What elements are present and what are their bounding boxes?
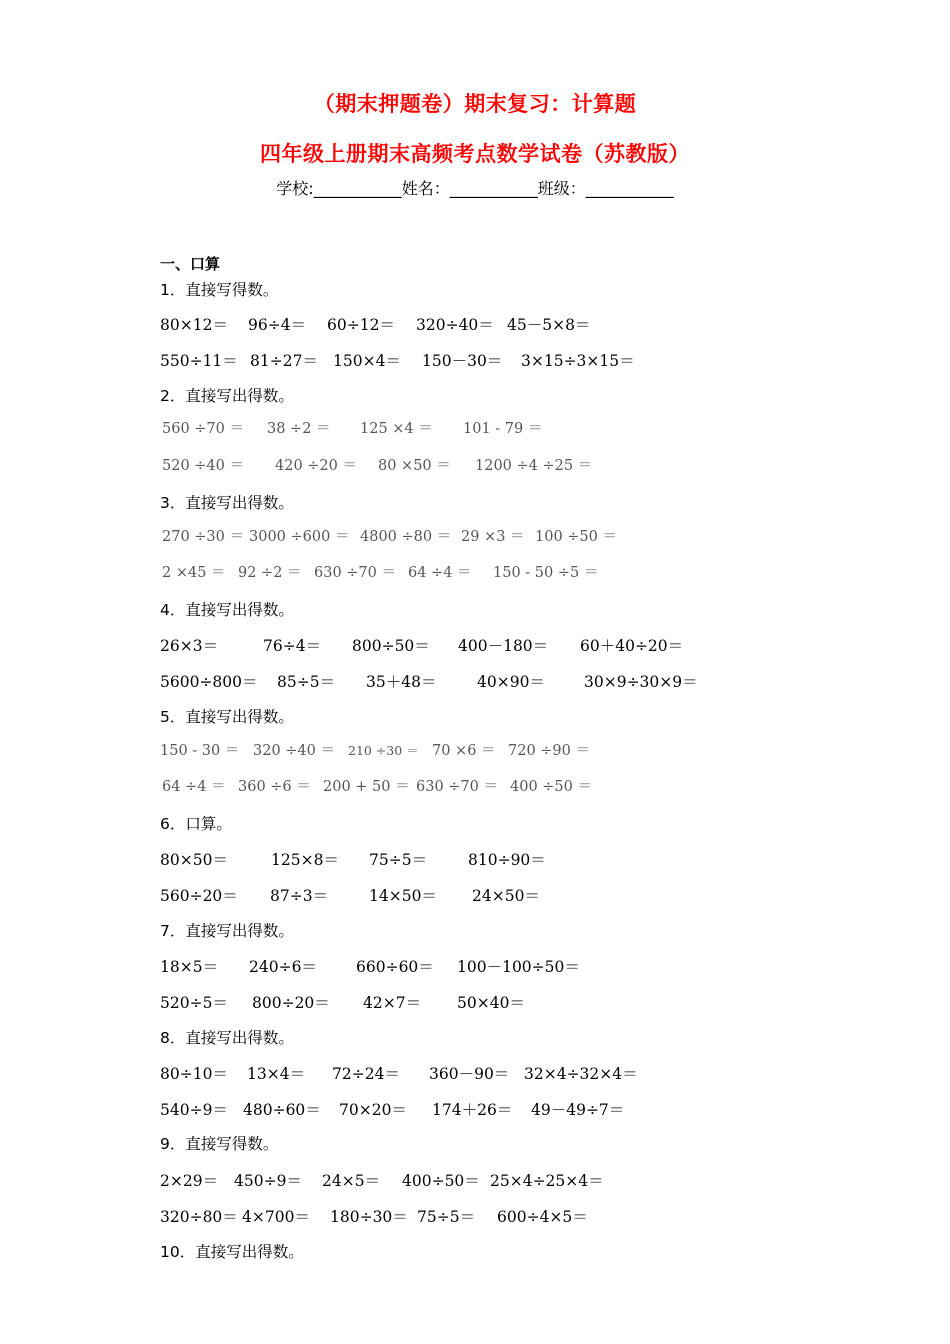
- problem: 4800 ÷80 ＝: [360, 529, 452, 545]
- problem: 600÷4×5＝: [497, 1208, 588, 1226]
- problem: 450÷9＝: [234, 1172, 302, 1190]
- problem: 80×12＝: [160, 316, 228, 334]
- problem: 96÷4＝: [248, 316, 307, 334]
- problem: 320÷80＝: [160, 1208, 238, 1226]
- problem: 3000 ÷600 ＝: [249, 529, 350, 545]
- problem: 72÷24＝: [332, 1065, 400, 1083]
- problem: 13×4＝: [247, 1065, 306, 1083]
- question-10-title: 10．直接写出得数。: [160, 1243, 304, 1261]
- problem: 2 ×45 ＝: [162, 565, 226, 581]
- problem: 4×700＝: [242, 1208, 310, 1226]
- problem: 18×5＝: [160, 958, 219, 976]
- problem: 3×15÷3×15＝: [521, 352, 635, 370]
- question-2-title: 2．直接写出得数。: [160, 387, 294, 405]
- problem: 540÷9＝: [160, 1101, 228, 1119]
- problem: 180÷30＝: [330, 1208, 408, 1226]
- problem: 560÷20＝: [160, 887, 238, 905]
- problem: 24×50＝: [472, 887, 540, 905]
- problem: 32×4÷32×4＝: [524, 1065, 638, 1083]
- problem: 64 ÷4 ＝: [408, 565, 472, 581]
- question-3-title: 3．直接写出得数。: [160, 494, 294, 512]
- problem: 150 - 50 ÷5 ＝: [493, 565, 599, 581]
- problem: 38 ÷2 ＝: [267, 421, 331, 437]
- problem: 550÷11＝: [160, 352, 238, 370]
- problem: 76÷4＝: [263, 637, 322, 655]
- problem: 150×4＝: [333, 352, 401, 370]
- question-7-title: 7．直接写出得数。: [160, 922, 294, 940]
- problem: 45－5×8＝: [507, 316, 591, 334]
- problem: 50×40＝: [457, 994, 525, 1012]
- problem: 70×20＝: [339, 1101, 407, 1119]
- problem: 360－90＝: [429, 1065, 510, 1083]
- question-9-title: 9．直接写得数。: [160, 1135, 279, 1153]
- problem: 810÷90＝: [468, 851, 546, 869]
- problem: 25×4÷25×4＝: [490, 1172, 604, 1190]
- problem: 400 ÷50 ＝: [510, 779, 592, 795]
- problem: 520÷5＝: [160, 994, 228, 1012]
- problem: 75÷5＝: [369, 851, 428, 869]
- problem: 64 ÷4 ＝: [162, 779, 226, 795]
- student-info-line: 学校:___________姓名：___________班级：___________: [276, 179, 674, 198]
- problem: 26×3＝: [160, 637, 219, 655]
- problem: 35＋48＝: [366, 673, 437, 691]
- title-main: （期末押题卷）期末复习：计算题: [313, 92, 637, 116]
- problem: 24×5＝: [322, 1172, 381, 1190]
- question-4-title: 4．直接写出得数。: [160, 601, 294, 619]
- problem: 480÷60＝: [243, 1101, 321, 1119]
- problem: 210 ÷30 ＝: [348, 743, 419, 758]
- problem: 200 + 50 ＝: [323, 779, 410, 795]
- problem: 150 - 30 ＝: [160, 743, 240, 759]
- problem: 42×7＝: [363, 994, 422, 1012]
- problem: 49－49÷7＝: [531, 1101, 625, 1119]
- problem: 75÷5＝: [417, 1208, 476, 1226]
- title-sub: 四年级上册期末高频考点数学试卷（苏教版）: [260, 142, 690, 166]
- problem: 92 ÷2 ＝: [238, 565, 302, 581]
- problem: 800÷50＝: [352, 637, 430, 655]
- problem: 5600÷800＝: [160, 673, 258, 691]
- problem: 85÷5＝: [277, 673, 336, 691]
- problem: 560 ÷70 ＝: [162, 421, 244, 437]
- question-5-title: 5．直接写出得数。: [160, 708, 294, 726]
- problem: 174＋26＝: [432, 1101, 513, 1119]
- problem: 80÷10＝: [160, 1065, 228, 1083]
- problem: 60＋40÷20＝: [580, 637, 684, 655]
- problem: 2×29＝: [160, 1172, 219, 1190]
- problem: 320 ÷40 ＝: [253, 743, 335, 759]
- problem: 80 ×50 ＝: [378, 458, 451, 474]
- problem: 70 ×6 ＝: [432, 743, 496, 759]
- problem: 420 ÷20 ＝: [275, 458, 357, 474]
- problem: 125 ×4 ＝: [360, 421, 433, 437]
- problem: 630 ÷70 ＝: [314, 565, 396, 581]
- section-title: 一、口算: [160, 255, 221, 273]
- problem: 29 ×3 ＝: [461, 529, 525, 545]
- problem: 320÷40＝: [416, 316, 494, 334]
- problem: 270 ÷30 ＝: [162, 529, 244, 545]
- problem: 800÷20＝: [252, 994, 330, 1012]
- problem: 81÷27＝: [250, 352, 318, 370]
- problem: 240÷6＝: [249, 958, 317, 976]
- problem: 720 ÷90 ＝: [508, 743, 590, 759]
- problem: 400－180＝: [458, 637, 549, 655]
- problem: 14×50＝: [369, 887, 437, 905]
- problem: 100 ÷50 ＝: [535, 529, 617, 545]
- problem: 520 ÷40 ＝: [162, 458, 244, 474]
- question-6-title: 6．口算。: [160, 815, 232, 833]
- problem: 40×90＝: [477, 673, 545, 691]
- problem: 100－100÷50＝: [457, 958, 580, 976]
- problem: 150－30＝: [422, 352, 503, 370]
- problem: 360 ÷6 ＝: [238, 779, 311, 795]
- question-1-title: 1．直接写得数。: [160, 281, 279, 299]
- problem: 80×50＝: [160, 851, 228, 869]
- problem: 400÷50＝: [402, 1172, 480, 1190]
- problem: 1200 ÷4 ÷25 ＝: [475, 458, 593, 474]
- problem: 30×9÷30×9＝: [584, 673, 698, 691]
- problem: 660÷60＝: [356, 958, 434, 976]
- problem: 630 ÷70 ＝: [416, 779, 498, 795]
- problem: 87÷3＝: [270, 887, 329, 905]
- question-8-title: 8．直接写出得数。: [160, 1029, 294, 1047]
- problem: 60÷12＝: [327, 316, 395, 334]
- problem: 101 - 79 ＝: [463, 421, 543, 437]
- problem: 125×8＝: [271, 851, 339, 869]
